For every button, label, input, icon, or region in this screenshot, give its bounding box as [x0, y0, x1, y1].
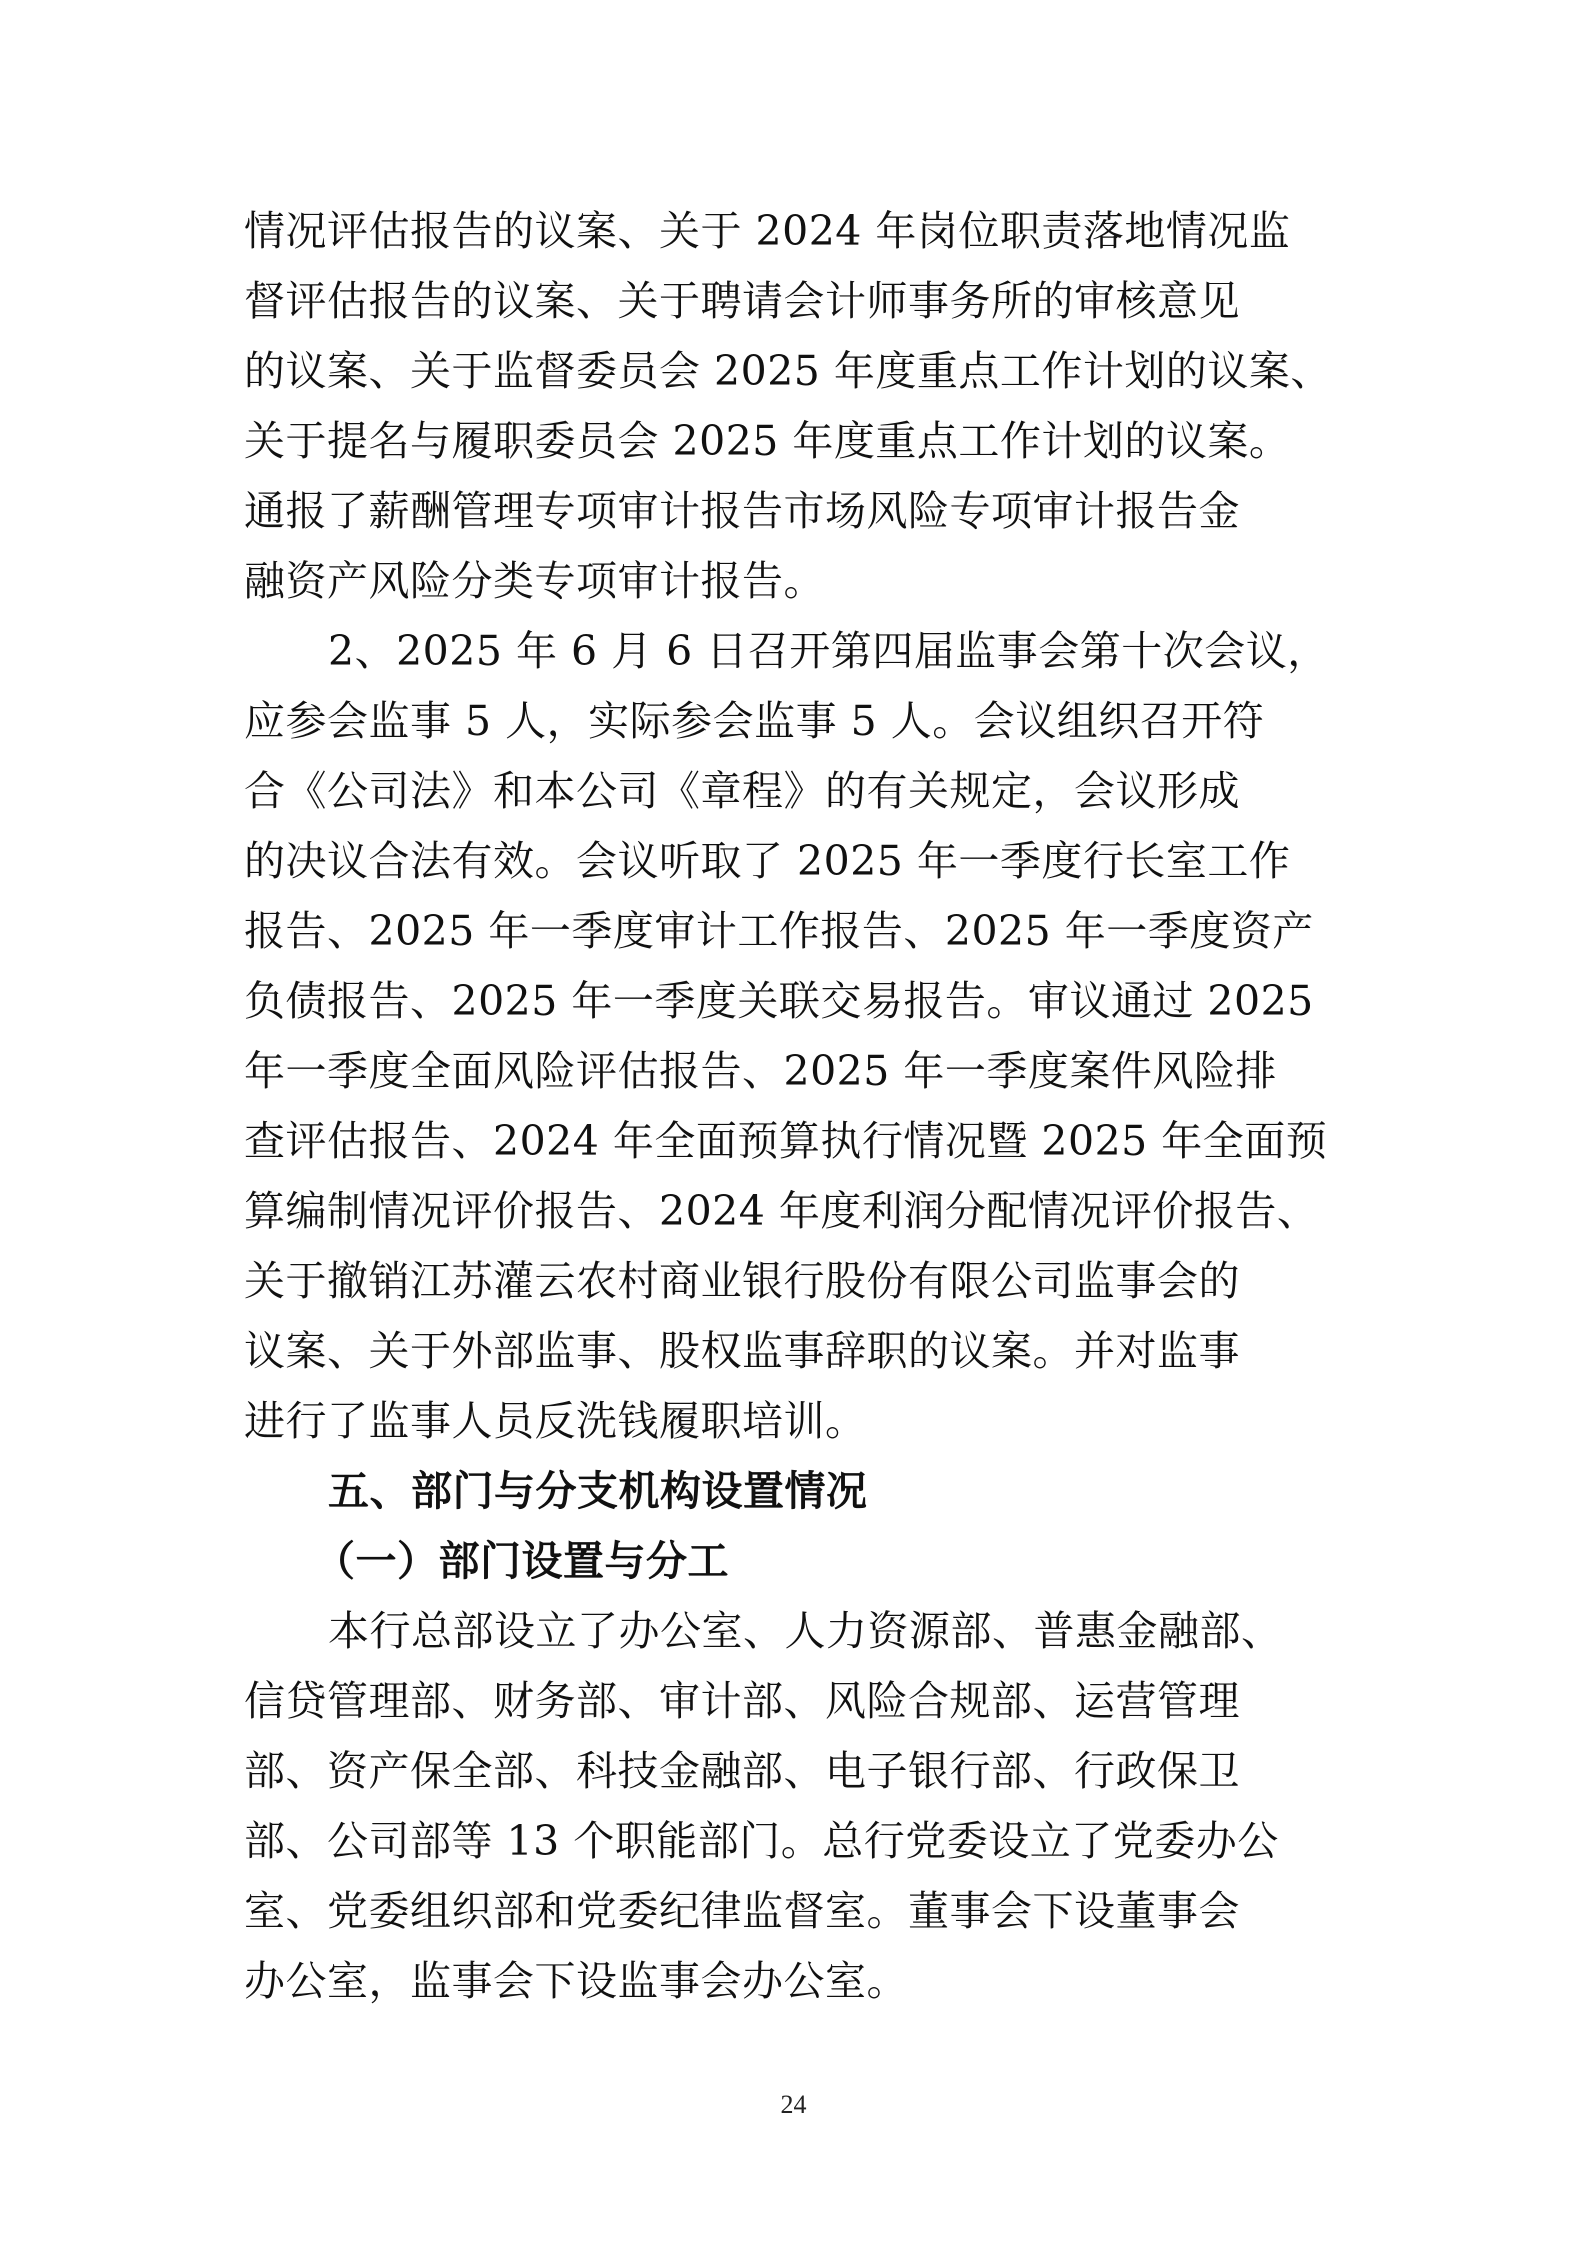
body-line: 算编制情况评价报告、2024 年度利润分配情况评价报告、	[244, 1187, 1319, 1235]
body-line: 部、资产保全部、科技金融部、电子银行部、行政保卫	[244, 1747, 1240, 1795]
body-line: 关于撤销江苏灌云农村商业银行股份有限公司监事会的	[244, 1257, 1240, 1305]
body-line: 督评估报告的议案、关于聘请会计师事务所的审核意见	[244, 277, 1240, 325]
body-line: 年一季度全面风险评估报告、2025 年一季度案件风险排	[244, 1047, 1277, 1095]
body-line: 部、公司部等 13 个职能部门。总行党委设立了党委办公	[244, 1817, 1279, 1865]
body-line: 通报了薪酬管理专项审计报告市场风险专项审计报告金	[244, 487, 1240, 535]
body-line: 关于提名与履职委员会 2025 年度重点工作计划的议案。	[244, 417, 1291, 465]
body-line: 情况评估报告的议案、关于 2024 年岗位职责落地情况监	[244, 207, 1291, 255]
subsection-heading: （一）部门设置与分工	[314, 1537, 729, 1585]
body-line: 报告、2025 年一季度审计工作报告、2025 年一季度资产	[244, 907, 1314, 955]
paragraph-start-line: 本行总部设立了办公室、人力资源部、普惠金融部、	[328, 1607, 1283, 1655]
paragraph-start-line: 2、2025 年 6 月 6 日召开第四届监事会第十次会议，	[328, 627, 1329, 675]
body-line: 查评估报告、2024 年全面预算执行情况暨 2025 年全面预	[244, 1117, 1328, 1165]
body-line: 应参会监事 5 人，实际参会监事 5 人。会议组织召开符	[244, 697, 1265, 745]
body-line: 的决议合法有效。会议听取了 2025 年一季度行长室工作	[244, 837, 1291, 885]
page-number: 24	[780, 2090, 807, 2119]
body-line: 融资产风险分类专项审计报告。	[244, 557, 825, 605]
body-line: 合《公司法》和本公司《章程》的有关规定，会议形成	[244, 767, 1240, 815]
body-line: 议案、关于外部监事、股权监事辞职的议案。并对监事	[244, 1327, 1240, 1375]
body-line: 办公室，监事会下设监事会办公室。	[244, 1957, 908, 2005]
body-line: 负债报告、2025 年一季度关联交易报告。审议通过 2025	[244, 977, 1314, 1025]
body-line: 信贷管理部、财务部、审计部、风险合规部、运营管理	[244, 1677, 1240, 1725]
body-line: 室、党委组织部和党委纪律监督室。董事会下设董事会	[244, 1887, 1240, 1935]
document-body	[244, 196, 1354, 2016]
body-line: 的议案、关于监督委员会 2025 年度重点工作计划的议案、	[244, 347, 1332, 395]
body-line: 进行了监事人员反洗钱履职培训。	[244, 1397, 867, 1445]
section-heading: 五、部门与分支机构设置情况	[328, 1467, 868, 1515]
